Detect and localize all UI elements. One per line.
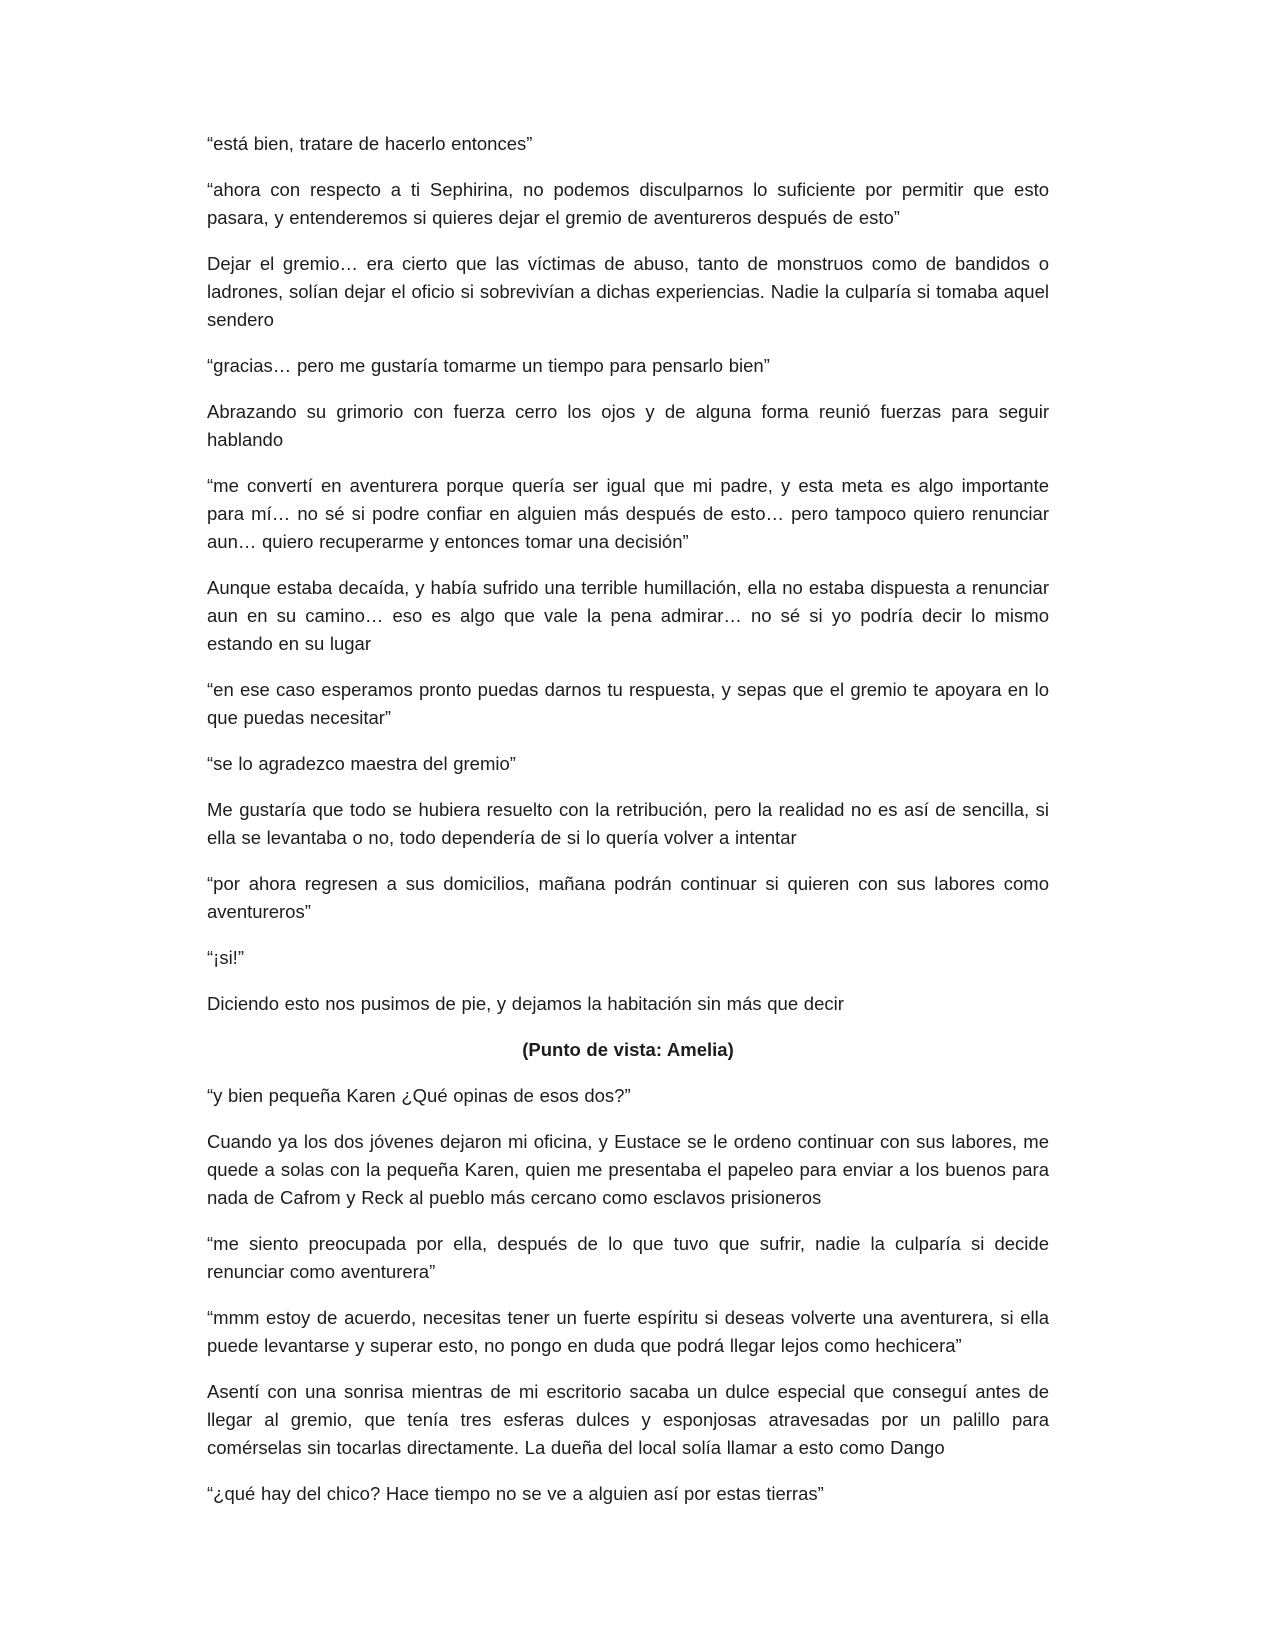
paragraph-narration: Dejar el gremio… era cierto que las víctimas de abuso, tanto de monstruos como de bandidos o ladrones, solían dejar el oficio si sobrevivían a dichas experiencias. Nadie la culparía si tomaba aquel sendero	[207, 253, 1049, 330]
paragraph-dialogue: “y bien pequeña Karen ¿Qué opinas de esos dos?”	[207, 1085, 631, 1106]
paragraph-dialogue: “me siento preocupada por ella, después de lo que tuvo que sufrir, nadie la culparía si decide renunciar como aventurera”	[207, 1233, 1049, 1282]
paragraph-dialogue: “se lo agradezco maestra del gremio”	[207, 753, 516, 774]
paragraph-dialogue: “en ese caso esperamos pronto puedas darnos tu respuesta, y sepas que el gremio te apoyara en lo que puedas necesitar”	[207, 679, 1049, 728]
paragraph-dialogue: “me convertí en aventurera porque quería ser igual que mi padre, y esta meta es algo importante para mí… no sé si podre confiar en alguien más después de esto… pero tampoco quiero renunciar aun… quiero recuperarme y entonces tomar una decisión”	[207, 475, 1049, 552]
paragraph-dialogue: “¿qué hay del chico? Hace tiempo no se ve a alguien así por estas tierras”	[207, 1483, 824, 1504]
paragraph-narration: Diciendo esto nos pusimos de pie, y dejamos la habitación sin más que decir	[207, 993, 844, 1014]
paragraph-narration: Asentí con una sonrisa mientras de mi escritorio sacaba un dulce especial que conseguí antes de llegar al gremio, que tenía tres esferas dulces y esponjosas atravesadas por un palillo para comérselas sin tocarlas directamente. La dueña del local solía llamar a esto como Dango	[207, 1381, 1049, 1458]
paragraph-dialogue: “ahora con respecto a ti Sephirina, no podemos disculparnos lo suficiente por permitir que esto pasara, y entenderemos si quieres dejar el gremio de aventureros después de esto”	[207, 179, 1049, 228]
paragraph-narration: Abrazando su grimorio con fuerza cerro los ojos y de alguna forma reunió fuerzas para seguir hablando	[207, 401, 1049, 450]
paragraph-dialogue: “¡si!”	[207, 947, 244, 968]
paragraph-dialogue: “por ahora regresen a sus domicilios, mañana podrán continuar si quieren con sus labores como aventureros”	[207, 873, 1049, 922]
paragraph-narration: Cuando ya los dos jóvenes dejaron mi oficina, y Eustace se le ordeno continuar con sus labores, me quede a solas con la pequeña Karen, quien me presentaba el papeleo para enviar a los buenos para nada de Cafrom y Reck al pueblo más cercano como esclavos prisioneros	[207, 1131, 1049, 1208]
paragraph-dialogue: “mmm estoy de acuerdo, necesitas tener un fuerte espíritu si deseas volverte una aventurera, si ella puede levantarse y superar esto, no pongo en duda que podrá llegar lejos como hechicera”	[207, 1307, 1049, 1356]
paragraph-dialogue: “está bien, tratare de hacerlo entonces”	[207, 133, 533, 154]
paragraph-narration: Aunque estaba decaída, y había sufrido una terrible humillación, ella no estaba dispuesta a renunciar aun en su camino… eso es algo que vale la pena admirar… no sé si yo podría decir lo mismo estando en su lugar	[207, 577, 1049, 654]
paragraph-dialogue: “gracias… pero me gustaría tomarme un tiempo para pensarlo bien”	[207, 355, 770, 376]
pov-heading: (Punto de vista: Amelia)	[522, 1039, 734, 1060]
paragraph-narration: Me gustaría que todo se hubiera resuelto con la retribución, pero la realidad no es así de sencilla, si ella se levantaba o no, todo dependería de si lo quería volver a intentar	[207, 799, 1049, 848]
